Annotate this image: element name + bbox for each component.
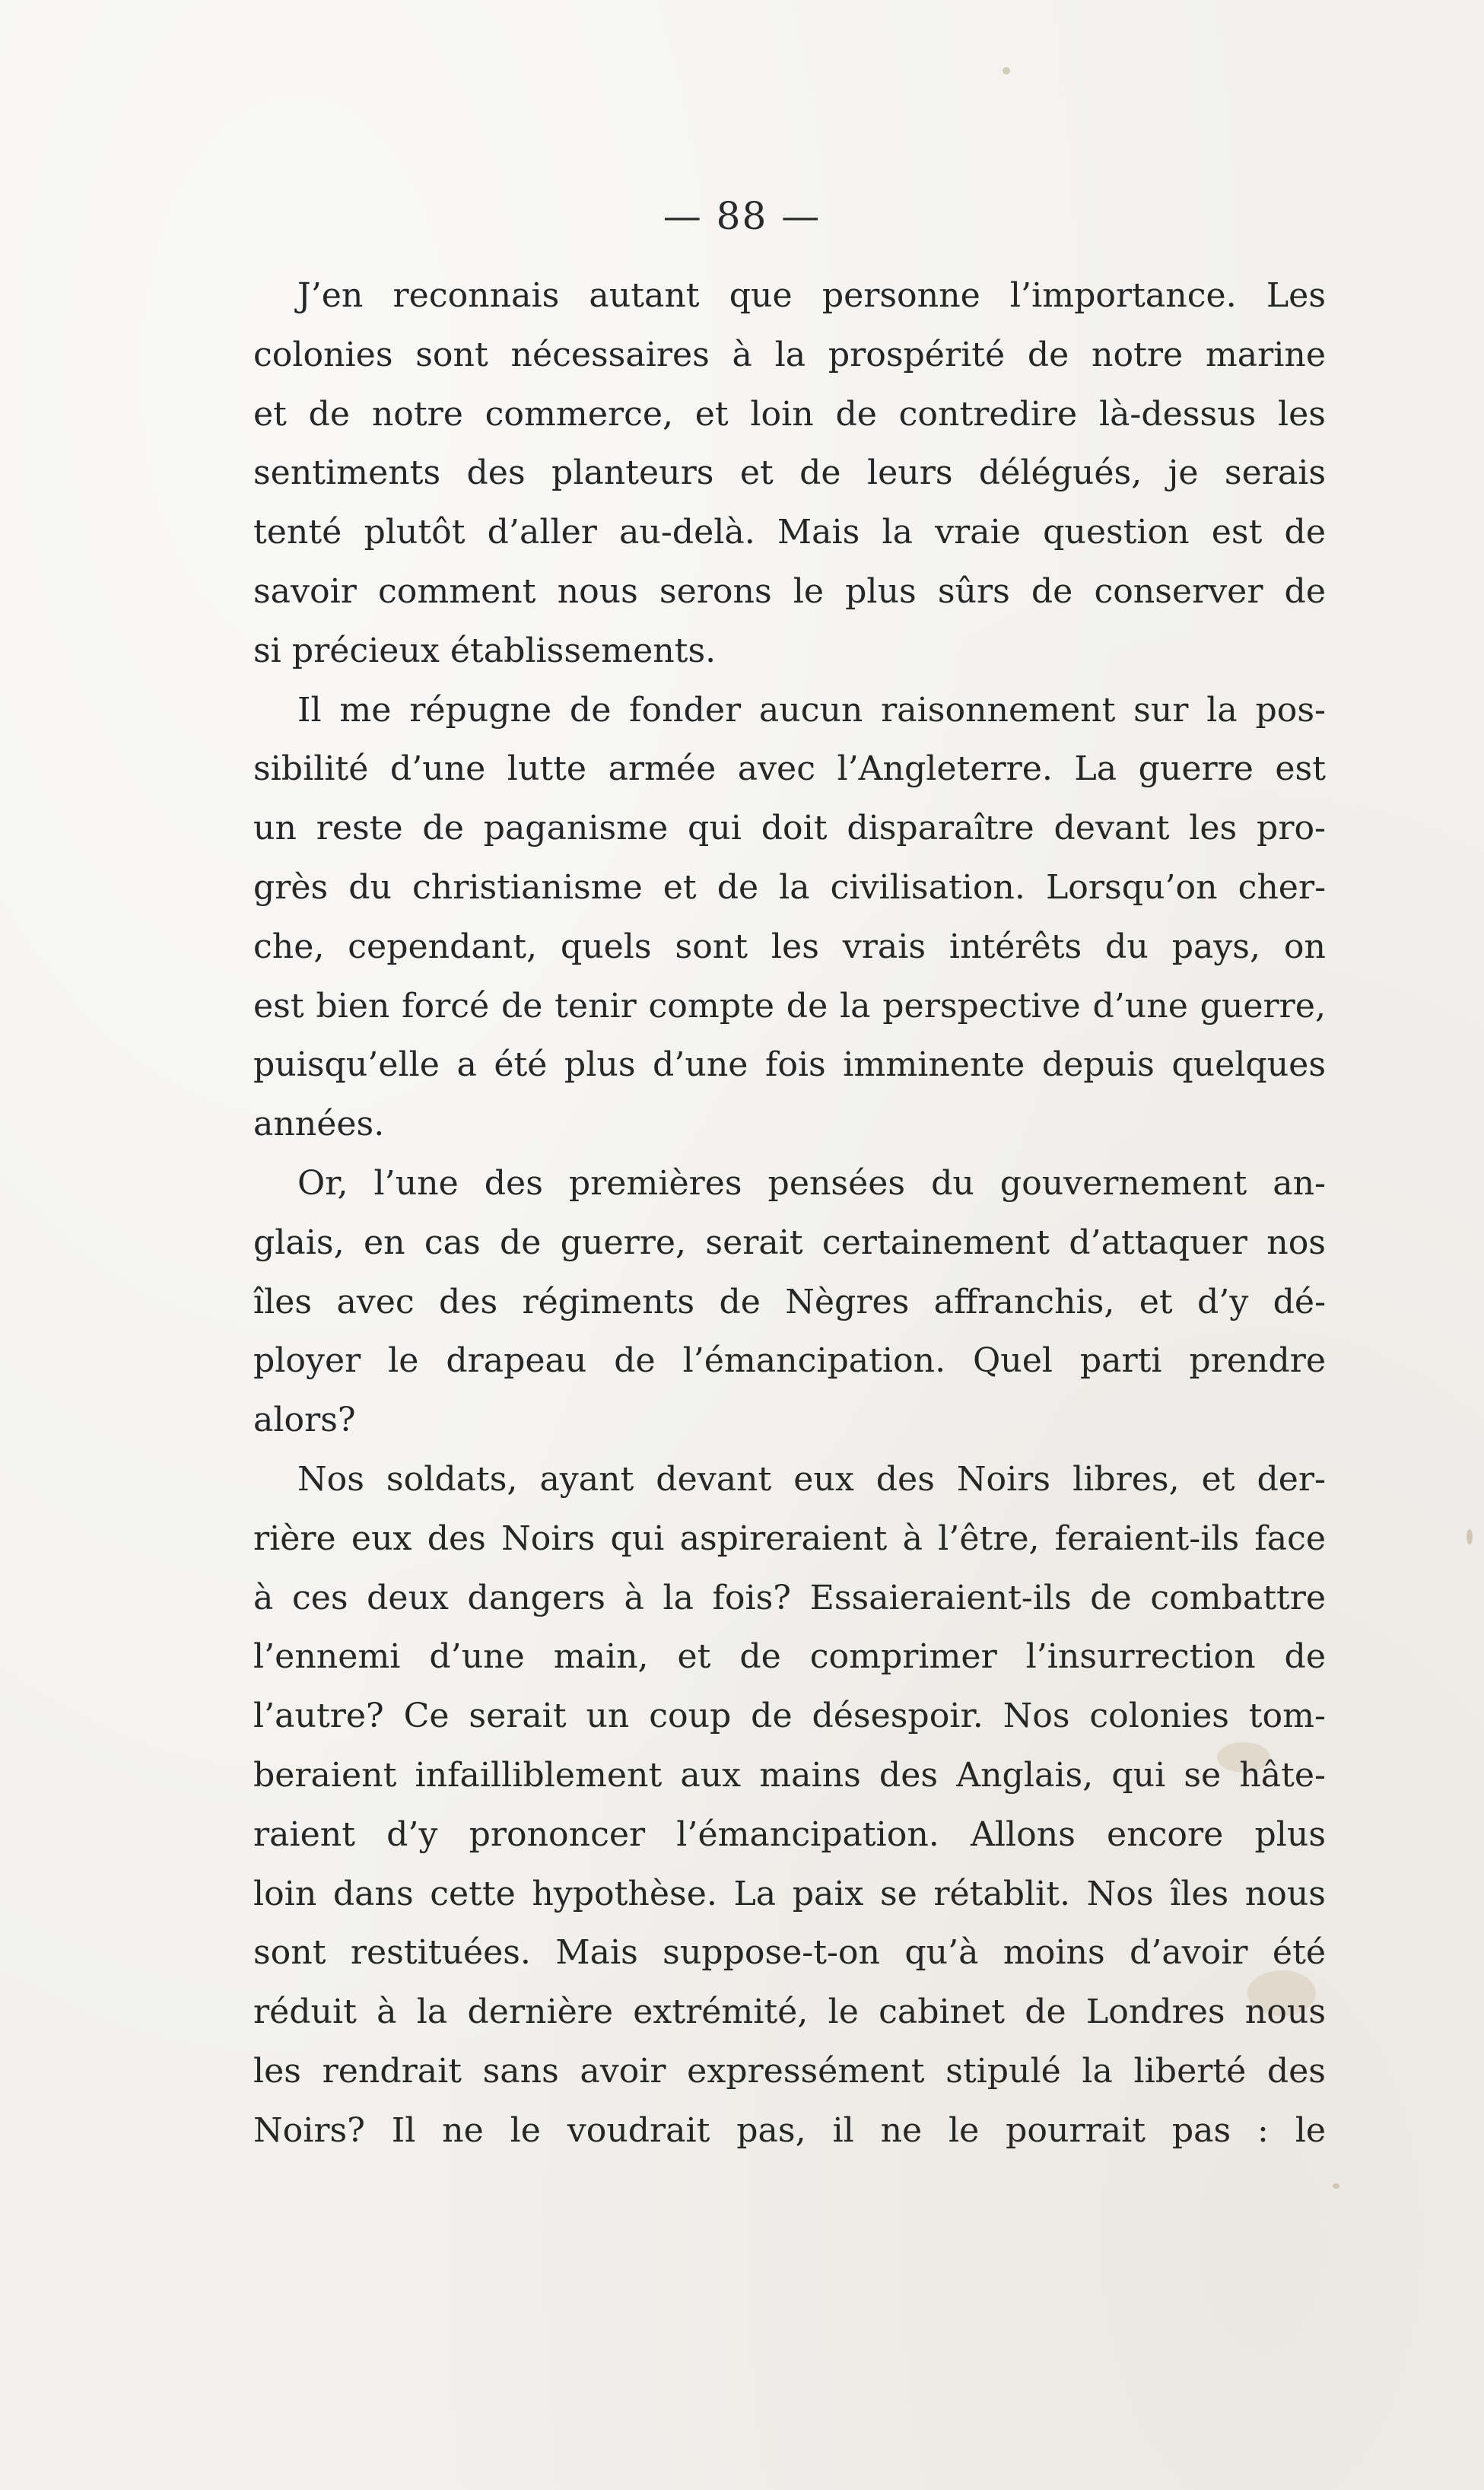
text-line: sibilité d’une lutte armée avec l’Angleterre. La guerre est — [253, 749, 1326, 789]
paper-speck — [1467, 1529, 1473, 1544]
text-line: colonies sont nécessaires à la prospérité de notre marine — [253, 335, 1326, 374]
text-line: et de notre commerce, et loin de contredire là-dessus les — [253, 394, 1326, 434]
text-line: J’en reconnais autant que personne l’importance. Les — [297, 276, 1326, 315]
text-line: raient d’y prononcer l’émancipation. Allons encore plus — [253, 1814, 1326, 1854]
text-line: tenté plutôt d’aller au-delà. Mais la vraie question est de — [253, 513, 1326, 552]
text-line: l’autre? Ce serait un coup de désespoir. Nos colonies tom- — [253, 1697, 1326, 1736]
text-line: si précieux établissements. — [253, 631, 717, 670]
text-line: sont restituées. Mais suppose-t-on qu’à moins d’avoir été — [253, 1933, 1326, 1973]
text-line: ployer le drapeau de l’émancipation. Quel parti prendre — [253, 1341, 1326, 1381]
text-line: un reste de paganisme qui doit disparaître devant les pro- — [253, 809, 1326, 848]
text-line: Noirs? Il ne le voudrait pas, il ne le pourrait pas : le — [253, 2110, 1326, 2150]
text-line: les rendrait sans avoir expressément stipulé la liberté des — [253, 2051, 1326, 2091]
text-line: sentiments des planteurs et de leurs délégués, je serais — [253, 453, 1326, 493]
text-line: loin dans cette hypothèse. La paix se rétablit. Nos îles nous — [253, 1874, 1326, 1913]
text-line: glais, en cas de guerre, serait certainement d’attaquer nos — [253, 1223, 1326, 1262]
text-line: Nos soldats, ayant devant eux des Noirs libres, et der- — [297, 1459, 1326, 1499]
text-line: grès du christianisme et de la civilisation. Lorsqu’on cher- — [253, 867, 1326, 907]
body-text — [253, 266, 1326, 2161]
text-line: années. — [253, 1105, 385, 1144]
text-line: réduit à la dernière extrémité, le cabinet de Londres nous — [253, 1992, 1326, 2032]
text-line: l’ennemi d’une main, et de comprimer l’insurrection de — [253, 1637, 1326, 1677]
text-line: îles avec des régiments de Nègres affranchis, et d’y dé- — [253, 1282, 1326, 1321]
text-line: savoir comment nous serons le plus sûrs de conserver de — [253, 571, 1326, 611]
text-line: rière eux des Noirs qui aspireraient à l’être, feraient-ils face — [253, 1518, 1326, 1558]
paper-speck — [1333, 2183, 1339, 2189]
text-line: à ces deux dangers à la fois? Essaieraient-ils de combattre — [253, 1578, 1326, 1617]
text-line: Il me répugne de fonder aucun raisonnement sur la pos- — [297, 690, 1326, 730]
text-line: beraient infailliblement aux mains des Anglais, qui se hâte- — [253, 1755, 1326, 1795]
paper-speck — [1003, 67, 1010, 75]
text-line: est bien forcé de tenir compte de la perspective d’une guerre, — [253, 986, 1326, 1026]
text-line: Or, l’une des premières pensées du gouvernement an- — [297, 1163, 1326, 1203]
text-line: che, cependant, quels sont les vrais intérêts du pays, on — [253, 927, 1326, 966]
text-line: alors? — [253, 1401, 356, 1440]
text-line: puisqu’elle a été plus d’une fois imminente depuis quelques — [253, 1045, 1326, 1085]
page-number: — 88 — — [663, 194, 821, 238]
